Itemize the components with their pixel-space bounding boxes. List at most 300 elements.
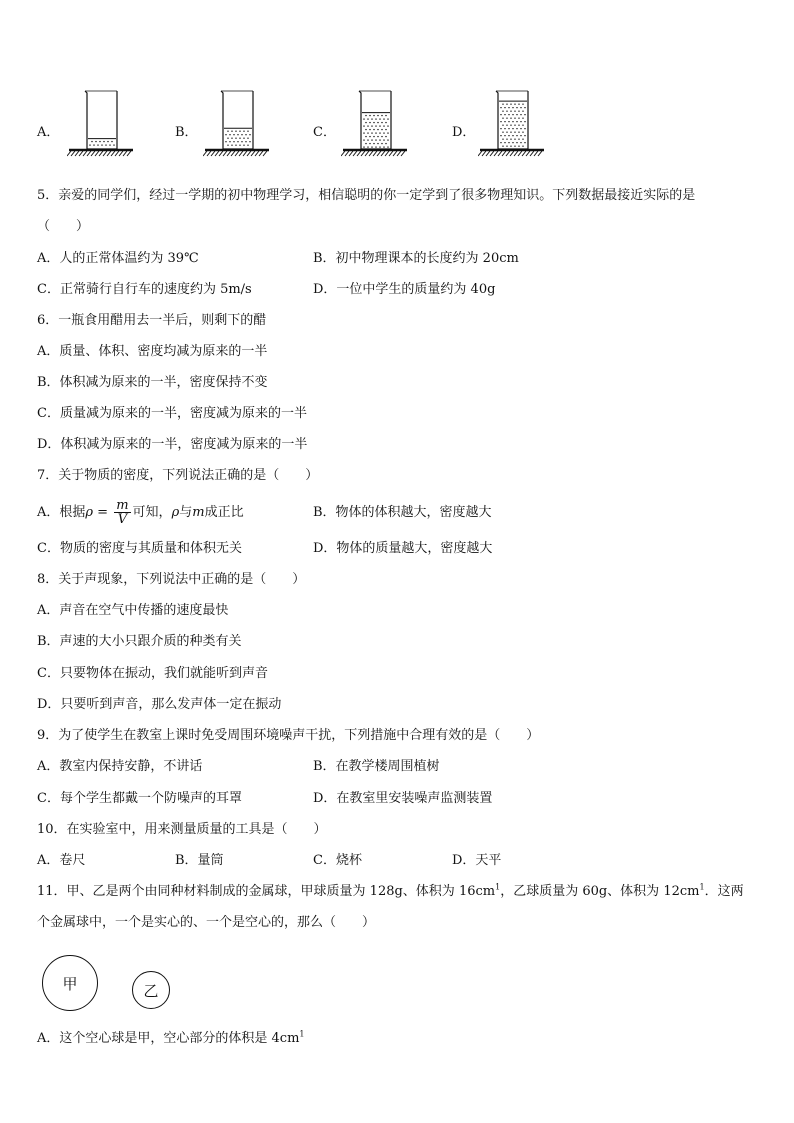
ground-hatch (510, 151, 514, 156)
liquid-fill (88, 139, 116, 149)
liquid-dot (379, 146, 380, 147)
ground-hatch (255, 151, 259, 156)
liquid-dot (524, 142, 525, 143)
liquid-dot (371, 118, 372, 119)
liquid-dot (512, 107, 513, 108)
liquid-dot (363, 118, 364, 119)
liquid-dot (237, 141, 238, 142)
beaker-icon (341, 88, 411, 158)
liquid-dot (227, 131, 228, 132)
ground-hatch (526, 151, 530, 156)
liquid-dot (506, 103, 507, 104)
liquid-dot (522, 124, 523, 125)
ground-hatch (482, 151, 486, 156)
ground-hatch (345, 151, 349, 156)
liquid-dot (249, 141, 250, 142)
ground-hatch (211, 151, 215, 156)
liquid-dot (522, 131, 523, 132)
q5-option-c: C．正常骑行自行车的速度约为 5m/s (37, 282, 252, 297)
liquid-dot (365, 136, 366, 137)
liquid-dot (506, 138, 507, 139)
liquid-dot (510, 145, 511, 146)
ground-hatch (530, 151, 534, 156)
liquid-dot (371, 139, 372, 140)
liquid-dot (379, 118, 380, 119)
liquid-dot (375, 125, 376, 126)
option-text: 成正比 (204, 505, 244, 520)
liquid-dot (375, 146, 376, 147)
liquid-dot (508, 142, 509, 143)
liquid-dot (510, 138, 511, 139)
liquid-dot (235, 138, 236, 139)
liquid-dot (365, 143, 366, 144)
ground-hatch (239, 151, 243, 156)
liquid-dot (520, 142, 521, 143)
liquid-dot (231, 145, 232, 146)
liquid-dot (506, 124, 507, 125)
liquid-dot (387, 125, 388, 126)
liquid-dot (512, 121, 513, 122)
liquid-dot (371, 125, 372, 126)
mass-symbol: m (192, 505, 205, 520)
liquid-dot (518, 124, 519, 125)
liquid-dot (504, 114, 505, 115)
liquid-dot (239, 131, 240, 132)
liquid-dot (510, 131, 511, 132)
ground-hatch (534, 151, 538, 156)
formula-denominator: V (117, 512, 128, 527)
liquid-dot (109, 144, 110, 145)
q10-option-b: B．量筒 (175, 853, 224, 868)
q7-option-d: D．物体的质量越大，密度越大 (313, 541, 493, 556)
liquid-dot (231, 138, 232, 139)
liquid-dot (227, 138, 228, 139)
ground-hatch (87, 151, 91, 156)
liquid-dot (237, 134, 238, 135)
q8-option-b: B．声速的大小只跟介质的种类有关 (37, 634, 242, 649)
liquid-dot (363, 146, 364, 147)
liquid-dot (502, 131, 503, 132)
ball-label: 乙 (143, 981, 159, 1000)
ground-hatch (498, 151, 502, 156)
liquid-dot (227, 145, 228, 146)
q10-option-a: A．卷尺 (37, 853, 86, 868)
ground-hatch (365, 151, 369, 156)
ground-hatch (207, 151, 211, 156)
liquid-dot (375, 118, 376, 119)
liquid-dot (379, 125, 380, 126)
q5-answer-paren: （ ） (37, 219, 90, 234)
liquid-dot (367, 139, 368, 140)
liquid-dot (233, 134, 234, 135)
liquid-dot (385, 136, 386, 137)
liquid-dot (375, 132, 376, 133)
liquid-dot (371, 132, 372, 133)
liquid-dot (229, 134, 230, 135)
ground-hatch (385, 151, 389, 156)
ground-hatch (79, 151, 83, 156)
ground-hatch (357, 151, 361, 156)
ground-hatch (381, 151, 385, 156)
liquid-dot (243, 131, 244, 132)
option-text: A．这个空心球是甲，空心部分的体积是 4cm (37, 1031, 300, 1046)
ground-hatch (397, 151, 401, 156)
liquid-dot (385, 129, 386, 130)
liquid-dot (379, 132, 380, 133)
liquid-dot (522, 103, 523, 104)
liquid-dot (518, 138, 519, 139)
ball-yi (132, 971, 170, 1009)
ground-hatch (377, 151, 381, 156)
rho-symbol: ρ (171, 505, 180, 520)
q7-option-a (37, 496, 244, 530)
option-label: D． (452, 125, 476, 140)
stem-text: ，乙球质量为 60g、体积为 12cm (500, 884, 700, 899)
liquid-dot (516, 142, 517, 143)
liquid-dot (522, 117, 523, 118)
q11-stem-line1 (37, 883, 744, 901)
liquid-dot (514, 131, 515, 132)
ground-hatch (75, 151, 79, 156)
ball-jia (42, 955, 98, 1011)
liquid-dot (381, 115, 382, 116)
ground-hatch (223, 151, 227, 156)
ground-hatch (83, 151, 87, 156)
liquid-dot (369, 136, 370, 137)
liquid-dot (520, 128, 521, 129)
liquid-dot (524, 107, 525, 108)
liquid-dot (520, 121, 521, 122)
ground-hatch (115, 151, 119, 156)
ground-hatch (119, 151, 123, 156)
liquid-dot (369, 129, 370, 130)
q9-option-b: B．在教学楼周围植树 (313, 759, 440, 774)
liquid-dot (377, 115, 378, 116)
liquid-dot (113, 144, 114, 145)
ground-hatch (203, 151, 207, 156)
liquid-dot (243, 138, 244, 139)
liquid-dot (249, 134, 250, 135)
liquid-dot (377, 129, 378, 130)
liquid-dot (107, 141, 108, 142)
q9-option-d: D．在教室里安装噪声监测装置 (313, 791, 493, 806)
liquid-dot (524, 121, 525, 122)
liquid-dot (379, 139, 380, 140)
q5-option-d: D．一位中学生的质量约为 40g (313, 282, 496, 297)
liquid-dot (377, 122, 378, 123)
liquid-dot (500, 142, 501, 143)
liquid-dot (508, 107, 509, 108)
q7-option-b: B．物体的体积越大，密度越大 (313, 505, 492, 520)
q5-option-a: A．人的正常体温约为 39℃ (37, 251, 199, 266)
liquid-dot (229, 141, 230, 142)
beaker-icon (478, 88, 548, 158)
liquid-dot (383, 146, 384, 147)
liquid-dot (369, 122, 370, 123)
q10-stem: 10．在实验室中，用来测量质量的工具是（ ） (37, 822, 327, 837)
liquid-dot (383, 132, 384, 133)
q6-option-b: B．体积减为原来的一半，密度保持不变 (37, 375, 268, 390)
ground-hatch (494, 151, 498, 156)
liquid-dot (502, 124, 503, 125)
liquid-dot (524, 128, 525, 129)
ground-hatch (67, 151, 71, 156)
ground-hatch (478, 151, 482, 156)
liquid-dot (518, 131, 519, 132)
liquid-dot (371, 146, 372, 147)
liquid-dot (369, 115, 370, 116)
ground-hatch (215, 151, 219, 156)
liquid-dot (365, 129, 366, 130)
liquid-dot (520, 135, 521, 136)
superscript: 1 (699, 882, 705, 892)
ground-hatch (107, 151, 111, 156)
liquid-dot (506, 110, 507, 111)
liquid-dot (508, 135, 509, 136)
ground-hatch (353, 151, 357, 156)
liquid-dot (518, 117, 519, 118)
liquid-dot (365, 115, 366, 116)
liquid-dot (367, 146, 368, 147)
liquid-dot (500, 107, 501, 108)
q6-option-c: C．质量减为原来的一半，密度减为原来的一半 (37, 406, 307, 421)
formula-numerator: m (116, 498, 129, 513)
liquid-dot (387, 146, 388, 147)
liquid-dot (235, 145, 236, 146)
option-text: 与 (179, 505, 193, 520)
option-label: C． (313, 125, 336, 140)
ground-hatch (247, 151, 251, 156)
liquid-dot (516, 128, 517, 129)
liquid-dot (514, 124, 515, 125)
ground-hatch (506, 151, 510, 156)
liquid-dot (377, 136, 378, 137)
ground-hatch (259, 151, 263, 156)
liquid-dot (89, 144, 90, 145)
liquid-dot (500, 128, 501, 129)
liquid-dot (225, 134, 226, 135)
liquid-dot (510, 117, 511, 118)
liquid-dot (363, 132, 364, 133)
q11-stem-line2: 个金属球中，一个是实心的、一个是空心的，那么（ ） (37, 915, 376, 930)
liquid-dot (385, 143, 386, 144)
liquid-dot (502, 103, 503, 104)
liquid-dot (502, 117, 503, 118)
beaker-icon (203, 88, 273, 158)
stem-text: ．这两 (704, 884, 744, 899)
option-text: 可知， (132, 505, 172, 520)
liquid-dot (95, 141, 96, 142)
liquid-dot (504, 121, 505, 122)
liquid-dot (387, 132, 388, 133)
liquid-dot (514, 138, 515, 139)
liquid-dot (375, 139, 376, 140)
ground-hatch (111, 151, 115, 156)
liquid-dot (520, 107, 521, 108)
q7-option-c: C．物质的密度与其质量和体积无关 (37, 541, 242, 556)
q9-option-a: A．教室内保持安静，不讲话 (37, 759, 203, 774)
liquid-dot (522, 110, 523, 111)
q10-option-d: D．天平 (452, 853, 502, 868)
option-text: A．根据 (37, 505, 86, 520)
liquid-dot (516, 107, 517, 108)
liquid-dot (363, 139, 364, 140)
liquid-dot (373, 115, 374, 116)
liquid-dot (387, 118, 388, 119)
option-label: A． (37, 125, 60, 140)
liquid-dot (363, 125, 364, 126)
ground-hatch (231, 151, 235, 156)
liquid-dot (367, 132, 368, 133)
ground-hatch (251, 151, 255, 156)
liquid-dot (91, 141, 92, 142)
ground-hatch (103, 151, 107, 156)
ground-hatch (502, 151, 506, 156)
ground-hatch (361, 151, 365, 156)
liquid-dot (369, 143, 370, 144)
liquid-dot (373, 129, 374, 130)
liquid-dot (111, 141, 112, 142)
liquid-dot (504, 128, 505, 129)
liquid-dot (502, 110, 503, 111)
liquid-dot (512, 114, 513, 115)
liquid-dot (373, 122, 374, 123)
ground-hatch (389, 151, 393, 156)
ground-hatch (514, 151, 518, 156)
ground-hatch (127, 151, 131, 156)
liquid-dot (502, 145, 503, 146)
ground-hatch (243, 151, 247, 156)
liquid-dot (512, 135, 513, 136)
ground-hatch (401, 151, 405, 156)
liquid-dot (245, 134, 246, 135)
liquid-dot (103, 141, 104, 142)
ball-label: 甲 (62, 974, 78, 993)
liquid-dot (502, 138, 503, 139)
liquid-dot (93, 144, 94, 145)
ground-hatch (486, 151, 490, 156)
liquid-dot (247, 145, 248, 146)
ground-hatch (235, 151, 239, 156)
q7-stem: 7．关于物质的密度，下列说法正确的是（ ） (37, 468, 319, 483)
liquid-dot (500, 114, 501, 115)
liquid-dot (506, 145, 507, 146)
liquid-dot (381, 143, 382, 144)
liquid-dot (97, 144, 98, 145)
liquid-dot (235, 131, 236, 132)
ground-hatch (71, 151, 75, 156)
liquid-dot (520, 114, 521, 115)
ground-hatch (522, 151, 526, 156)
liquid-dot (247, 138, 248, 139)
liquid-dot (524, 135, 525, 136)
liquid-dot (101, 144, 102, 145)
liquid-dot (377, 143, 378, 144)
liquid-dot (387, 139, 388, 140)
q9-stem: 9．为了使学生在教室上课时免受周围环境噪声干扰，下列措施中合理有效的是（ ） (37, 728, 540, 743)
liquid-dot (99, 141, 100, 142)
ground-hatch (99, 151, 103, 156)
liquid-dot (245, 141, 246, 142)
liquid-dot (373, 136, 374, 137)
ground-hatch (219, 151, 223, 156)
liquid-dot (522, 145, 523, 146)
superscript: 1 (495, 882, 501, 892)
q8-option-a: A．声音在空气中传播的速度最快 (37, 603, 229, 618)
rho-symbol: ρ (85, 505, 94, 520)
liquid-dot (524, 114, 525, 115)
liquid-dot (500, 135, 501, 136)
liquid-dot (512, 142, 513, 143)
liquid-dot (504, 142, 505, 143)
q6-option-a: A．质量、体积、密度均减为原来的一半 (37, 344, 268, 359)
liquid-dot (516, 135, 517, 136)
liquid-dot (247, 131, 248, 132)
liquid-dot (385, 115, 386, 116)
q10-option-c: C．烧杯 (313, 853, 362, 868)
liquid-dot (241, 141, 242, 142)
q8-option-c: C．只要物体在振动，我们就能听到声音 (37, 666, 268, 681)
liquid-dot (385, 122, 386, 123)
liquid-dot (514, 145, 515, 146)
liquid-dot (512, 128, 513, 129)
liquid-dot (516, 114, 517, 115)
beaker-icon (67, 88, 137, 158)
liquid-dot (514, 103, 515, 104)
liquid-dot (381, 136, 382, 137)
liquid-dot (383, 139, 384, 140)
liquid-dot (231, 131, 232, 132)
liquid-dot (504, 107, 505, 108)
q5-option-b: B．初中物理课本的长度约为 20cm (313, 251, 519, 266)
ground-hatch (263, 151, 267, 156)
liquid-dot (510, 103, 511, 104)
ground-hatch (373, 151, 377, 156)
q8-option-d: D．只要听到声音，那么发声体一定在振动 (37, 697, 282, 712)
liquid-dot (508, 114, 509, 115)
liquid-dot (365, 122, 366, 123)
liquid-dot (516, 121, 517, 122)
liquid-dot (510, 124, 511, 125)
ground-hatch (369, 151, 373, 156)
liquid-dot (239, 145, 240, 146)
liquid-dot (508, 128, 509, 129)
liquid-dot (518, 145, 519, 146)
liquid-dot (381, 122, 382, 123)
liquid-dot (367, 125, 368, 126)
stem-text: 11．甲、乙是两个由同种材料制成的金属球，甲球质量为 128g、体积为 16cm (37, 884, 496, 899)
ground-hatch (518, 151, 522, 156)
q11-option-a (37, 1030, 305, 1048)
liquid-dot (508, 121, 509, 122)
equals-sign: = (93, 505, 113, 520)
liquid-dot (514, 117, 515, 118)
liquid-dot (383, 125, 384, 126)
liquid-dot (225, 141, 226, 142)
option-label: B． (175, 125, 198, 140)
q9-option-c: C．每个学生都戴一个防噪声的耳罩 (37, 791, 242, 806)
liquid-dot (243, 145, 244, 146)
q8-stem: 8．关于声现象，下列说法中正确的是（ ） (37, 572, 306, 587)
liquid-dot (506, 117, 507, 118)
ground-hatch (227, 151, 231, 156)
liquid-dot (518, 110, 519, 111)
liquid-dot (383, 118, 384, 119)
liquid-dot (233, 141, 234, 142)
liquid-dot (381, 129, 382, 130)
liquid-dot (518, 103, 519, 104)
ground-hatch (538, 151, 542, 156)
